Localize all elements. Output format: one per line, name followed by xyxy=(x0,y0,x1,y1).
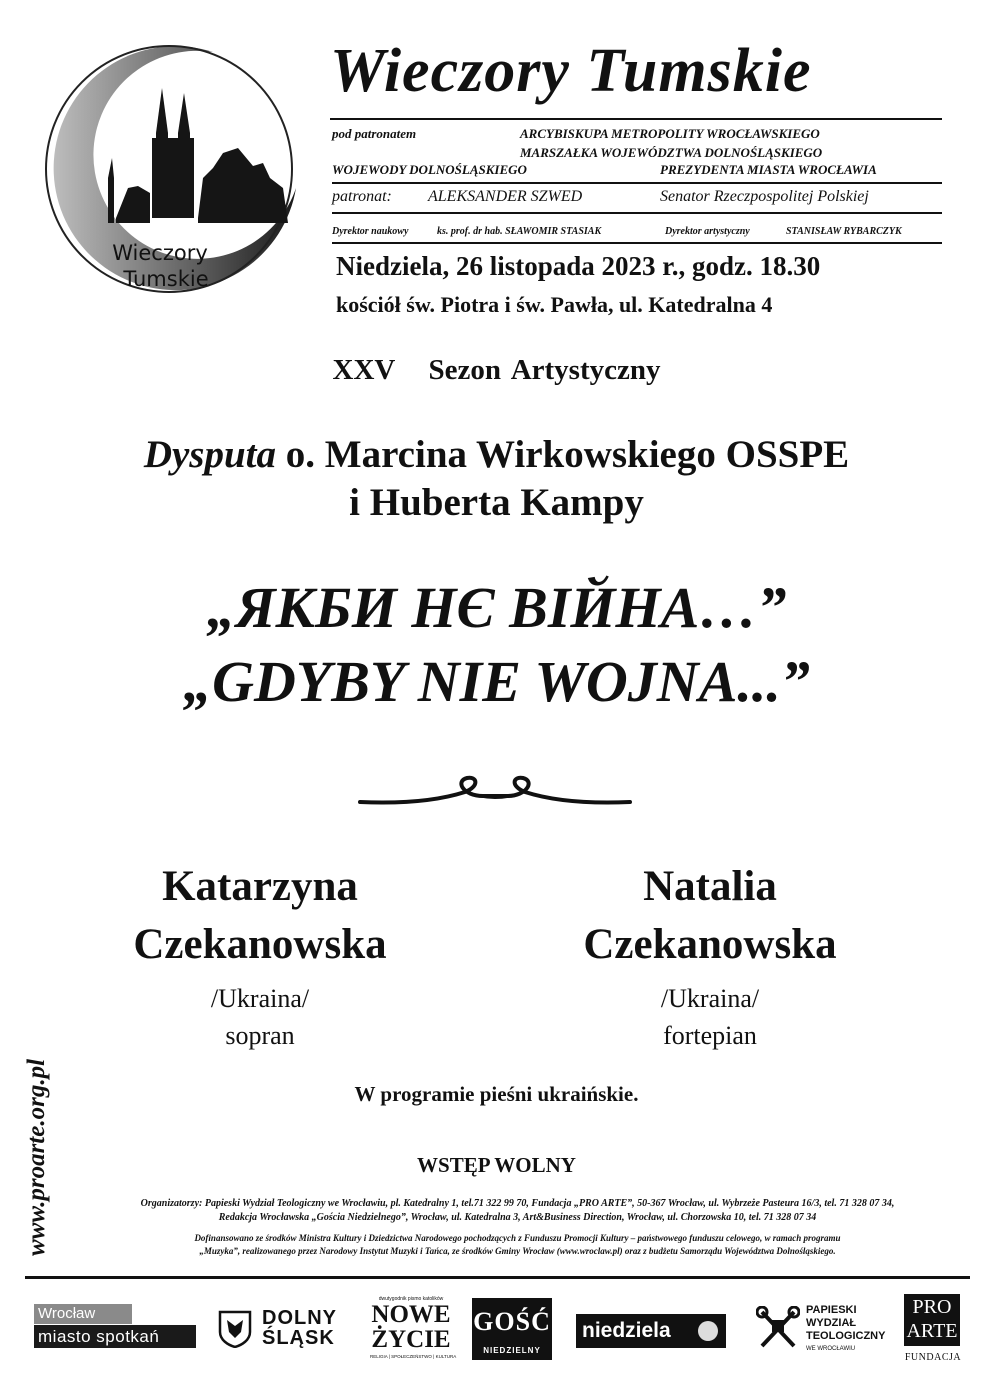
performer-1-country: /Ukraina/ xyxy=(210,984,310,1013)
logo-line1: Wieczory xyxy=(112,241,208,265)
organizers-line2: Redakcja Wrocławska „Gościa Niedzielnego”, Wrocław, ul. Katedralna 3, Art&Business Direction, Wrocław, ul. Chorzowska 10, tel. 71 328 07 34 xyxy=(218,1212,817,1223)
dysputa-italic: Dysputa xyxy=(143,433,277,476)
patronat-divider xyxy=(332,212,942,214)
event-place: kościół św. Piotra i św. Pawła, ul. Katedralna 4 xyxy=(336,292,773,317)
director-scientific-label: Dyrektor naukowy xyxy=(332,226,409,237)
pwt-line3: TEOLOGICZNY xyxy=(806,1330,886,1342)
director-artistic-label: Dyrektor artystyczny xyxy=(665,226,750,237)
director-divider xyxy=(332,242,942,244)
director-scientific-name: ks. prof. dr hab. SŁAWOMIR STASIAK xyxy=(437,226,602,237)
nowe-zycie-small: dwutygodnik pismo katolików xyxy=(378,1296,444,1302)
page-title: Wieczory Tumskie xyxy=(330,37,812,105)
pro-arte-mid: ARTE xyxy=(906,1320,958,1342)
dolny-slask-top: DOLNY xyxy=(262,1307,337,1329)
patron-3: WOJEWODY DOLNOŚLĄSKIEGO xyxy=(332,162,527,177)
patron-1: ARCYBISKUPA METROPOLITY WROCŁAWSKIEGO xyxy=(520,126,820,141)
wroclaw-logo xyxy=(34,1304,196,1348)
event-date: Niedziela, 26 listopada 2023 r., godz. 18.30 xyxy=(336,251,821,281)
director-artistic-name: STANISŁAW RYBARCZYK xyxy=(786,226,902,237)
pwt-line2: WYDZIAŁ xyxy=(806,1317,857,1329)
funding-line2: „Muzyka”, realizowanego przez Narodowy Instytut Muzyki i Tańca, ze środków Gminy Wrocław (www.wroclaw.pl) oraz z budżetu Samorządu Województwa Dolnośląskiego. xyxy=(199,1246,836,1256)
crossed-keys-icon xyxy=(756,1306,800,1352)
dysputa-line1 xyxy=(0,432,993,477)
patron-4: PREZYDENTA MIASTA WROCŁAWIA xyxy=(660,162,877,177)
pro-arte-logo xyxy=(902,1294,964,1368)
performer-2 xyxy=(540,858,880,1054)
pro-arte-block xyxy=(904,1294,960,1346)
program-note: W programie pieśni ukraińskie. xyxy=(354,1082,639,1106)
performer-1-role: sopran xyxy=(225,1021,295,1050)
performer-2-role: fortepian xyxy=(663,1021,757,1050)
season-label: XXV Sezon Artystyczny xyxy=(332,354,661,386)
wroclaw-logo-top: Wrocław xyxy=(34,1304,132,1324)
funding-line1: Dofinansowano ze środków Ministra Kultury i Dziedzictwa Narodowego pochodzących z Funduszu Promocji Kultury – państwowego funduszu celowego, w ramach programu xyxy=(194,1233,841,1243)
performer-1 xyxy=(90,858,430,1054)
wieczory-tumskie-logo xyxy=(38,38,300,300)
performer-1-first-name: Katarzyna xyxy=(162,863,358,910)
concert-title-ukrainian: „ЯКБИ НЄ ВІЙНА…” xyxy=(206,575,787,640)
patronat-name: ALEKSANDER SZWED xyxy=(428,188,583,205)
pwt-logo xyxy=(756,1302,896,1358)
niedziela-text: niedziela xyxy=(582,1319,671,1342)
website-link[interactable] xyxy=(20,1020,52,1260)
organizers-line1: Organizatorzy: Papieski Wydział Teologiczny we Wrocławiu, pl. Katedralny 1, tel.71 322 99 70, Fundacja „PRO ARTE”, 50-367 Wrocław, ul. Wybrzeże Pasteura 16/3, tel. 71 328 07 34, xyxy=(140,1198,895,1209)
nowe-zycie-footer: RELIGIA | SPOŁECZEŃSTWO | KULTURA xyxy=(370,1354,457,1359)
niedziela-emblem-icon xyxy=(698,1321,718,1341)
dolny-slask-logo xyxy=(218,1308,348,1350)
patron-2: MARSZAŁKA WOJEWÓDZTWA DOLNOŚLĄSKIEGO xyxy=(520,145,823,160)
concert-title-polish: „GDYBY NIE WOJNA...” xyxy=(183,649,810,714)
performer-2-last-name: Czekanowska xyxy=(583,921,837,968)
patron-divider xyxy=(332,182,942,184)
footer-divider xyxy=(25,1276,970,1279)
nowe-zycie-logo xyxy=(370,1296,457,1362)
logo-line2: Tumskie xyxy=(123,267,209,291)
dolny-slask-bottom: ŚLĄSK xyxy=(262,1327,335,1349)
patronat-label: patronat: xyxy=(332,188,392,205)
niedziela-logo xyxy=(576,1314,726,1348)
pwt-line1: PAPIESKI xyxy=(806,1304,857,1316)
website-text[interactable]: www.proarte.org.pl xyxy=(23,1058,50,1256)
pro-arte-bottom: FUNDACJA xyxy=(904,1352,962,1363)
pwt-line4: WE WROCŁAWIU xyxy=(806,1346,856,1352)
performer-2-first-name: Natalia xyxy=(643,863,777,910)
dysputa-line2: i Huberta Kampy xyxy=(349,481,644,524)
gosc-top: GOŚĆ xyxy=(473,1307,551,1336)
pod-patronatem: pod patronatem xyxy=(332,126,417,141)
nowe-zycie-bottom: ŻYCIE xyxy=(371,1326,451,1353)
nowe-zycie-top: NOWE xyxy=(371,1301,451,1328)
eagle-icon xyxy=(218,1310,252,1348)
wroclaw-logo-bottom: miasto spotkań xyxy=(34,1325,196,1348)
pro-arte-top: PRO xyxy=(912,1296,952,1318)
performer-2-country: /Ukraina/ xyxy=(660,984,760,1013)
gosc-niedzielny-logo xyxy=(472,1298,552,1360)
flourish-ornament xyxy=(355,770,635,820)
dysputa-rest: o. Marcina Wirkowskiego OSSPE xyxy=(276,433,850,476)
performer-1-last-name: Czekanowska xyxy=(133,921,387,968)
free-entry: WSTĘP WOLNY xyxy=(417,1153,576,1177)
gosc-bottom: NIEDZIELNY xyxy=(483,1346,541,1355)
title-divider xyxy=(330,118,942,120)
patronat-title: Senator Rzeczpospolitej Polskiej xyxy=(660,188,869,205)
